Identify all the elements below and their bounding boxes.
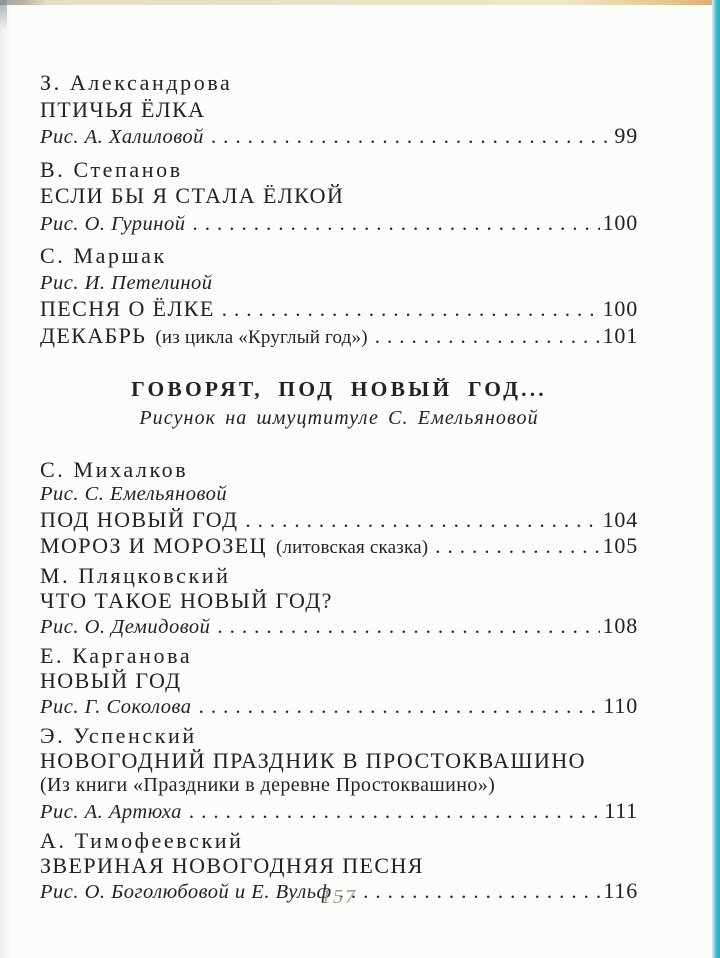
entry-author: З. Александрова (40, 70, 233, 95)
toc-row (40, 613, 638, 640)
page-ref: 116 (603, 878, 638, 903)
toc-row (40, 693, 638, 720)
page-ref: 99 (614, 123, 638, 148)
toc-entry (40, 723, 638, 825)
section-subtitle: Рисунок на шмуцтитуле С. Емельяновой (139, 407, 539, 429)
entry-credit: Рис. С. Емельяновой (40, 483, 228, 505)
page-ref: 100 (602, 209, 638, 235)
row-title-label: ПЕСНЯ О ЁЛКЕ (40, 296, 215, 321)
entry-title: НОВЫЙ ГОД (40, 668, 182, 693)
entry-title: ПТИЧЬЯ ЁЛКА (40, 96, 206, 122)
entry-title: ЧТО ТАКОЕ НОВЫЙ ГОД? (40, 588, 333, 613)
page-ref: 110 (603, 693, 638, 718)
entry-author: Е. Карганова (40, 643, 193, 668)
entry-author: М. Пляцковский (40, 563, 231, 588)
book-cover-edge (712, 0, 720, 958)
entry-author: С. Маршак (40, 243, 167, 268)
toc-entry (40, 457, 638, 560)
dot-leader (199, 694, 601, 719)
toc-section (40, 375, 638, 905)
row-title-label: ДЕКАБРЬ (40, 322, 147, 348)
toc-entry (40, 243, 638, 351)
dot-leader (211, 123, 611, 150)
entry-author: В. Степанов (40, 156, 183, 182)
toc-entry (40, 70, 638, 151)
entry-title: ЗВЕРИНАЯ НОВОГОДНЯЯ ПЕСНЯ (40, 853, 424, 878)
row-qualifier: (из цикла «Круглый год») (155, 326, 368, 348)
toc-entry (40, 563, 638, 640)
row-credit-label: Рис. Г. Соколова (40, 696, 192, 718)
entry-title: ЕСЛИ БЫ Я СТАЛА ЁЛКОЙ (40, 183, 345, 208)
row-title-label: МОРОЗ И МОРОЗЕЦ (40, 533, 267, 558)
dot-leader (375, 323, 600, 350)
page-number: 157 (321, 886, 357, 908)
page-ref: 101 (602, 322, 638, 348)
section-header (40, 375, 638, 431)
page-ref: 108 (602, 613, 638, 638)
section-title: ГОВОРЯТ, ПОД НОВЫЙ ГОД... (131, 377, 547, 401)
entry-author: Э. Успенский (40, 723, 197, 748)
row-credit-label: Рис. О. Боголюбовой и Е. Вульф (40, 881, 332, 903)
dot-leader (245, 508, 599, 533)
dot-leader (189, 799, 601, 824)
toc-row (40, 210, 638, 238)
entry-author: А. Тимофеевский (40, 828, 244, 853)
row-credit-label: Рис. О. Гуриной (40, 212, 186, 235)
row-qualifier: (литовская сказка) (275, 537, 429, 558)
row-credit-label: Рис. А. Артюха (40, 801, 182, 823)
entry-title: НОВОГОДНИЙ ПРАЗДНИК В ПРОСТОКВАШИНО (40, 748, 586, 773)
toc-row (40, 296, 638, 323)
toc-entry (40, 643, 638, 720)
toc-section (40, 70, 638, 351)
dot-leader (435, 534, 599, 559)
entry-author: С. Михалков (40, 457, 189, 482)
entry-note: (Из книги «Праздники в деревне Простоквашино») (40, 774, 496, 796)
table-of-contents (40, 70, 638, 908)
row-credit-label: Рис. А. Халиловой (40, 126, 204, 148)
dot-leader (192, 210, 599, 237)
toc-row (40, 323, 638, 352)
toc-entry (40, 157, 638, 238)
page-ref: 104 (602, 507, 638, 532)
row-title-label: ПОД НОВЫЙ ГОД (40, 507, 239, 532)
toc-row (40, 533, 638, 560)
page-left-shade (0, 0, 12, 958)
toc-row (40, 798, 638, 825)
toc-row (40, 507, 638, 533)
page-ref: 111 (604, 798, 638, 823)
page-top-edge (0, 0, 720, 5)
page-ref: 105 (602, 533, 638, 558)
entry-credit: Рис. И. Петелиной (40, 271, 213, 294)
page-ref: 100 (602, 296, 638, 321)
dot-leader (222, 296, 600, 323)
row-credit-label: Рис. О. Демидовой (40, 616, 211, 638)
dot-leader (217, 614, 599, 639)
toc-row (40, 123, 638, 151)
